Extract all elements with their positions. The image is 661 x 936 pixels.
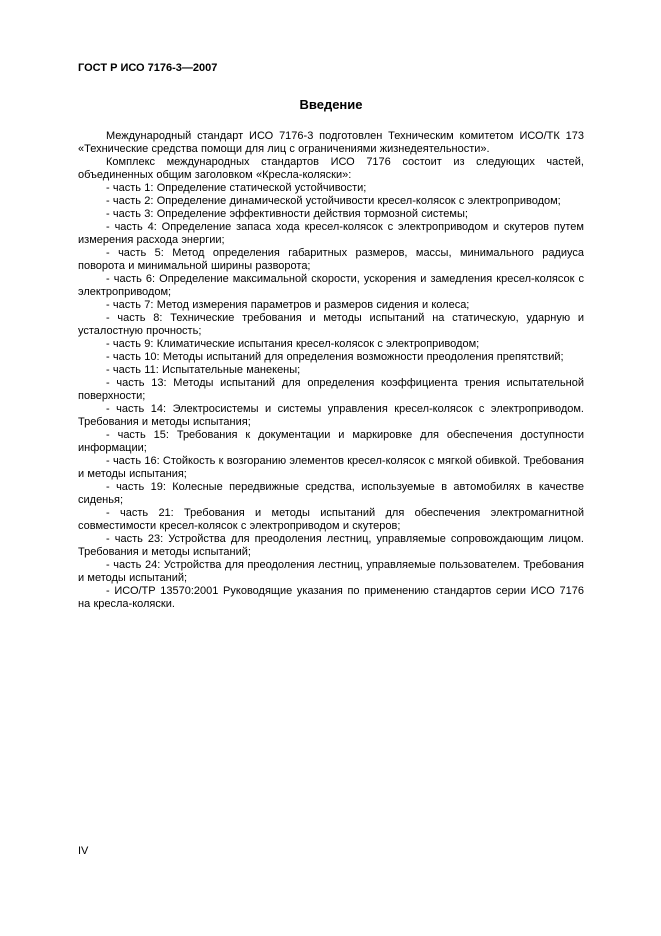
- page-number: IV: [78, 845, 89, 857]
- parts-list-item: - часть 15: Требования к документации и маркировке для обеспечения доступности информации;: [78, 429, 584, 454]
- parts-list-item: - часть 19: Колесные передвижные средства, используемые в автомобилях в качестве сиденья;: [78, 481, 584, 506]
- document-standard-number: ГОСТ Р ИСО 7176-3—2007: [78, 62, 218, 74]
- parts-list-item: - ИСО/ТР 13570:2001 Руководящие указания по применению стандартов серии ИСО 7176 на кресла-коляски.: [78, 585, 584, 610]
- parts-list-item: - часть 14: Электросистемы и системы управления кресел-колясок с электроприводом. Требования и методы испытания;: [78, 403, 584, 428]
- parts-list-item: - часть 24: Устройства для преодоления лестниц, управляемые пользователем. Требования и методы испытаний;: [78, 559, 584, 584]
- parts-list-item: - часть 1: Определение статической устойчивости;: [106, 182, 367, 194]
- document-body: [78, 130, 584, 611]
- intro-paragraph-2: Комплекс международных стандартов ИСО 7176 состоит из следующих частей, объединенных общим заголовком «Кресла-коляски»:: [78, 156, 584, 181]
- parts-list-item: - часть 6: Определение максимальной скорости, ускорения и замедления кресел-колясок с электроприводом;: [78, 273, 584, 298]
- parts-list-item: - часть 21: Требования и методы испытаний для обеспечения электромагнитной совместимости кресел-колясок с электроприводом и скутеров;: [78, 507, 584, 532]
- parts-list-item: - часть 9: Климатические испытания кресел-колясок с электроприводом;: [106, 338, 480, 350]
- intro-paragraph-1: Международный стандарт ИСО 7176-3 подготовлен Техническим комитетом ИСО/ТК 173 «Технические средства помощи для лиц с ограничениями жизнедеятельности».: [78, 130, 584, 155]
- parts-list-item: - часть 5: Метод определения габаритных размеров, массы, минимального радиуса поворота и минимальной ширины разворота;: [78, 247, 584, 272]
- parts-list-item: - часть 7: Метод измерения параметров и размеров сидения и колеса;: [106, 299, 470, 311]
- parts-list-item: - часть 4: Определение запаса хода кресел-колясок с электроприводом и скутеров путем измерения расхода энергии;: [78, 221, 584, 246]
- parts-list-item: - часть 3: Определение эффективности действия тормозной системы;: [106, 208, 468, 220]
- parts-list-item: - часть 13: Методы испытаний для определения коэффициента трения испытательной поверхности;: [78, 377, 584, 402]
- page-title: Введение: [299, 97, 363, 112]
- page-content: [78, 62, 584, 611]
- parts-list-item: - часть 23: Устройства для преодоления лестниц, управляемые сопровождающим лицом. Требования и методы испытаний;: [78, 533, 584, 558]
- parts-list-item: - часть 11: Испытательные манекены;: [106, 364, 301, 376]
- parts-list-item: - часть 2: Определение динамической устойчивости кресел-колясок с электроприводом;: [106, 195, 561, 207]
- parts-list-item: - часть 16: Стойкость к возгоранию элементов кресел-колясок с мягкой обивкой. Требования и методы испытания;: [78, 455, 584, 480]
- parts-list: [78, 182, 584, 611]
- parts-list-item: - часть 8: Технические требования и методы испытаний на статическую, ударную и усталостную прочность;: [78, 312, 584, 337]
- parts-list-item: - часть 10: Методы испытаний для определения возможности преодоления препятствий;: [106, 351, 564, 363]
